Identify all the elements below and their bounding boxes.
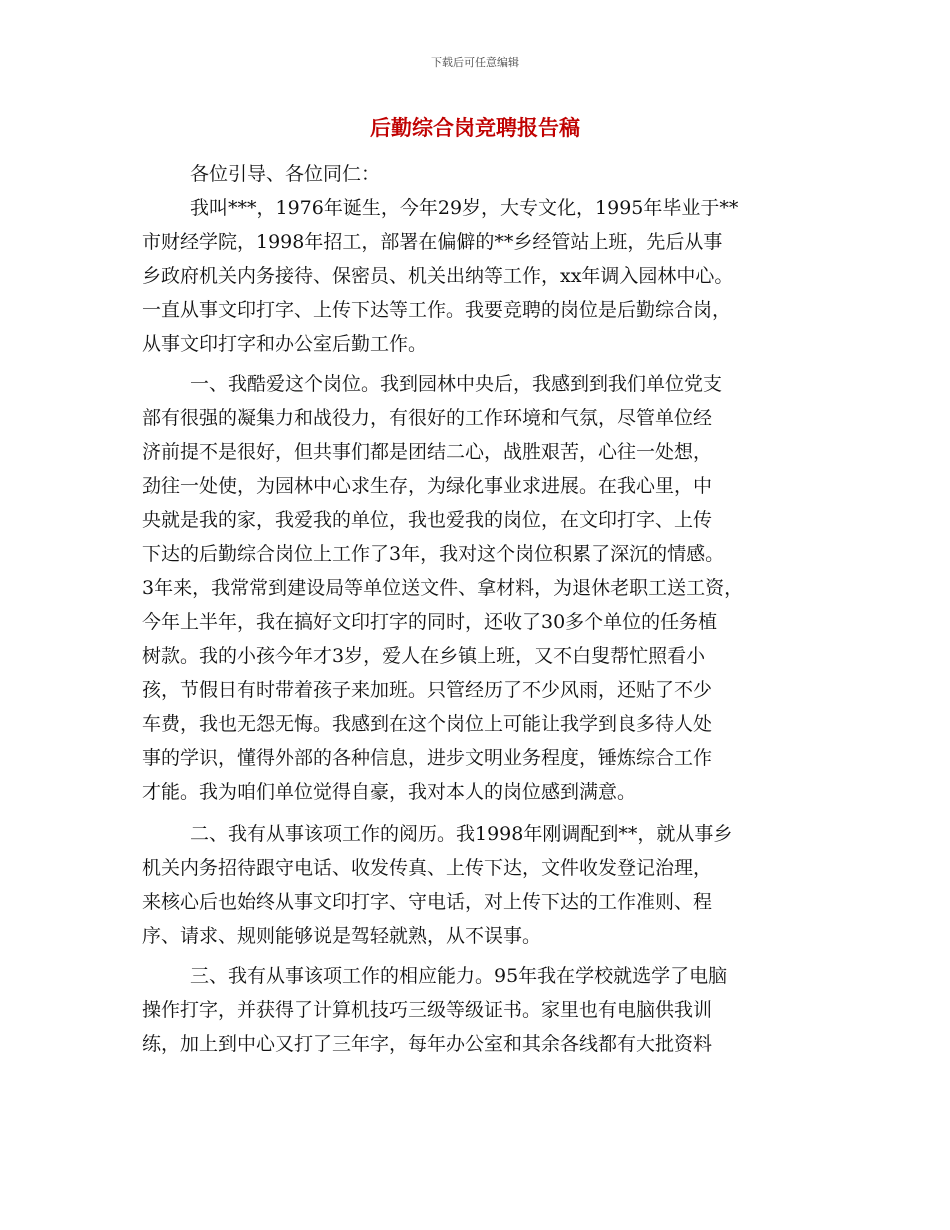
text-line: 我叫***，1976年诞生，今年29岁，大专文化，1995年毕业于** [190, 197, 739, 219]
text-line: 练，加上到中心又打了三年字，每年办公室和其余各线都有大批资料 [142, 1033, 713, 1055]
text-line: 才能。我为咱们单位觉得自豪，我对本人的岗位感到满意。 [142, 781, 637, 803]
text-line: 部有很强的凝集力和战役力，有很好的工作环境和气氛，尽管单位经 [142, 407, 713, 429]
text-line: 各位引导、各位同仁： [190, 163, 381, 185]
text-line: 树款。我的小孩今年才3岁，爱人在乡镇上班，又不白叟帮忙照看小 [142, 645, 706, 667]
text-line: 市财经学院，1998年招工，部署在偏僻的**乡经管站上班，先后从事 [142, 231, 723, 253]
text-line: 来核心后也始终从事文印打字、守电话，对上传下达的工作准则、程 [142, 891, 713, 913]
text-line: 机关内务招待跟守电话、收发传真、上传下达，文件收发登记治理， [142, 857, 713, 879]
text-line: 操作打字，并获得了计算机技巧三级等级证书。家里也有电脑供我训 [142, 999, 713, 1021]
text-line: 今年上半年，我在搞好文印打字的同时，还收了30多个单位的任务植 [142, 611, 718, 633]
text-line: 下达的后勤综合岗位上工作了3年，我对这个岗位积累了深沉的情感。 [142, 543, 725, 565]
text-line: 央就是我的家，我爱我的单位，我也爱我的岗位，在文印打字、上传 [142, 509, 713, 531]
document-title: 后勤综合岗竞聘报告稿 [370, 116, 580, 140]
text-line: 事的学识，懂得外部的各种信息，进步文明业务程度，锤炼综合工作 [142, 747, 713, 769]
text-line: 二、我有从事该项工作的阅历。我1998年刚调配到**，就从事乡 [190, 823, 733, 845]
text-line: 孩，节假日有时带着孩子来加班。只管经历了不少风雨，还贴了不少 [142, 679, 713, 701]
text-line: 一、我酷爱这个岗位。我到园林中央后，我感到到我们单位党支 [190, 373, 723, 395]
text-line: 三、我有从事该项工作的相应能力。95年我在学校就选学了电脑 [190, 965, 728, 987]
text-line: 3年来，我常常到建设局等单位送文件、拿材料，为退休老职工送工资， [142, 577, 744, 599]
text-line: 车费，我也无怨无悔。我感到在这个岗位上可能让我学到良多待人处 [142, 713, 713, 735]
text-line: 乡政府机关内务接待、保密员、机关出纳等工作，xx年调入园林中心。 [142, 265, 734, 287]
text-line: 劲往一处使，为园林中心求生存，为绿化事业求进展。在我心里，中 [142, 475, 713, 497]
text-line: 一直从事文印打字、上传下达等工作。我要竞聘的岗位是后勤综合岗， [142, 299, 732, 321]
text-line: 济前提不是很好，但共事们都是团结二心，战胜艰苦，心往一处想， [142, 441, 713, 463]
text-line: 序、请求、规则能够说是驾轻就熟，从不误事。 [142, 925, 542, 947]
text-line: 从事文印打字和办公室后勤工作。 [142, 333, 428, 355]
header-note: 下载后可任意编辑 [431, 56, 519, 69]
